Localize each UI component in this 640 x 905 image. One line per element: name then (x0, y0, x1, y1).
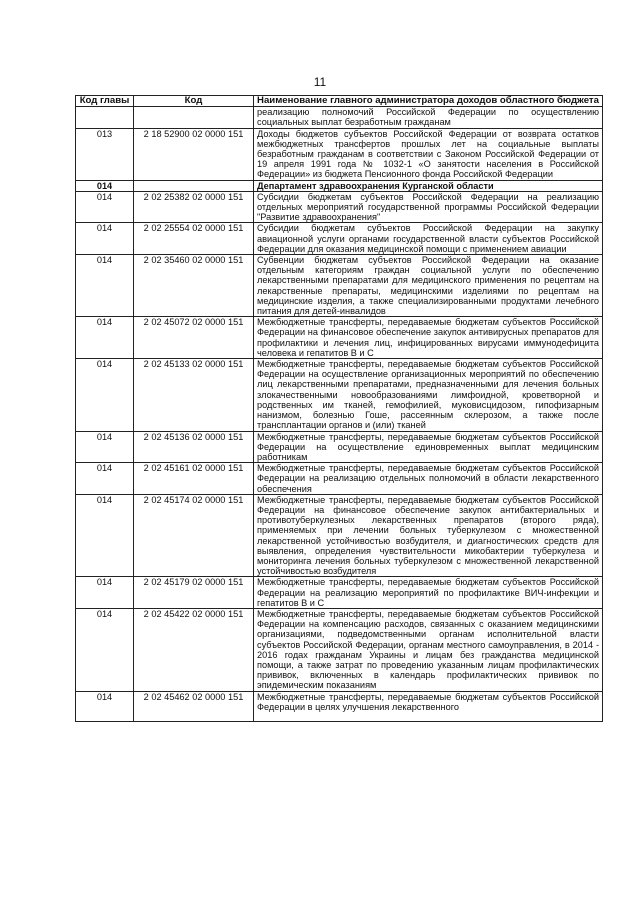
budget-code-cell: 2 02 25382 02 0000 151 (134, 191, 254, 223)
table-row (76, 317, 603, 359)
table-row (76, 691, 603, 721)
revenue-administrators-table (75, 95, 603, 722)
administrator-name-cell: Субсидии бюджетам субъектов Российской Федерации на закупку авиационной услуги органами государственной власти субъектов Российской Федерации для оказания медицинской помощи с применением авиации (254, 223, 603, 255)
chapter-code-cell: 014 (76, 608, 134, 691)
budget-code-cell: 2 02 35460 02 0000 151 (134, 255, 254, 317)
table-row (76, 359, 603, 431)
administrator-name-cell: Субвенции бюджетам субъектов Российской Федерации на оказание отдельным категориям граждан социальной услуги по обеспечению лекарственными препаратами для медицинского применения по рецептам на лекарственные препараты, медицинскими изделиями по рецептам на медицинские изделия, а также специализированными продуктами лечебного питания для детей-инвалидов (254, 255, 603, 317)
table-row (76, 255, 603, 317)
chapter-code-cell: 014 (76, 317, 134, 359)
chapter-code-cell (76, 107, 134, 128)
header-code: Код (134, 96, 254, 107)
chapter-code-cell: 014 (76, 191, 134, 223)
budget-code-cell: 2 02 45422 02 0000 151 (134, 608, 254, 691)
administrator-name-cell: Межбюджетные трансферты, передаваемые бюджетам субъектов Российской Федерации на компенсацию расходов, связанных с оказанием медицинскими организациями, подведомственными органам исполнительной власти субъектов Российской Федерации, органам местного самоуправления, в 2014 - 2016 годах гражданам Украины и лицам без гражданства медицинской помощи, а также затрат по проведению указанным лицам профилактических прививок, включенных в календарь профилактических прививок по эпидемическим показаниям (254, 608, 603, 691)
page-number: 11 (313, 75, 327, 89)
budget-code-cell: 2 02 25554 02 0000 151 (134, 223, 254, 255)
table-row (76, 608, 603, 691)
header-chapter-code: Код главы (76, 96, 134, 107)
budget-code-cell: 2 02 45136 02 0000 151 (134, 431, 254, 463)
budget-code-cell (134, 107, 254, 128)
administrator-name-cell: Межбюджетные трансферты, передаваемые бюджетам субъектов Российской Федерации на реализацию отдельных полномочий в области лекарственного обеспечения (254, 463, 603, 495)
budget-code-cell: 2 02 45462 02 0000 151 (134, 691, 254, 721)
table-row (76, 107, 603, 128)
table-row (76, 128, 603, 180)
administrator-name-cell: Межбюджетные трансферты, передаваемые бюджетам субъектов Российской Федерации на финансовое обеспечение закупок антивирусных препаратов для профилактики и лечения лиц, инфицированных вирусами иммунодефицита человека и гепатитов B и C (254, 317, 603, 359)
chapter-code-cell: 014 (76, 359, 134, 431)
table-row (76, 431, 603, 463)
administrator-name-cell: Субсидии бюджетам субъектов Российской Федерации на реализацию отдельных мероприятий государственной программы Российской Федерации "Развитие здравоохранения" (254, 191, 603, 223)
header-administrator-name: Наименование главного администратора доходов областного бюджета (254, 96, 603, 107)
table-row (76, 463, 603, 495)
chapter-code-cell: 014 (76, 463, 134, 495)
budget-code-cell: 2 02 45072 02 0000 151 (134, 317, 254, 359)
administrator-name-cell: реализацию полномочий Российской Федерации по осуществлению социальных выплат безработным гражданам (254, 107, 603, 128)
table-row (76, 191, 603, 223)
administrator-name-cell: Департамент здравоохранения Курганской области (254, 180, 603, 191)
chapter-code-cell: 013 (76, 128, 134, 180)
budget-code-cell: 2 02 45174 02 0000 151 (134, 494, 254, 577)
budget-code-cell (134, 180, 254, 191)
administrator-name-cell: Межбюджетные трансферты, передаваемые бюджетам субъектов Российской Федерации в целях улучшения лекарственного (254, 691, 603, 721)
chapter-code-cell: 014 (76, 255, 134, 317)
budget-code-cell: 2 02 45179 02 0000 151 (134, 577, 254, 609)
chapter-code-cell: 014 (76, 691, 134, 721)
budget-code-cell: 2 18 52900 02 0000 151 (134, 128, 254, 180)
budget-code-cell: 2 02 45161 02 0000 151 (134, 463, 254, 495)
table-section-row (76, 180, 603, 191)
chapter-code-cell: 014 (76, 223, 134, 255)
chapter-code-cell: 014 (76, 577, 134, 609)
table-row (76, 494, 603, 577)
administrator-name-cell: Межбюджетные трансферты, передаваемые бюджетам субъектов Российской Федерации на осуществление организационных мероприятий по обеспечению лиц лекарственными препаратами, предназначенными для лечения больных злокачественными новообразованиями лимфоидной, кроветворной и родственных им тканей, гемофилией, муковисцидозом, гипофизарным нанизмом, болезнью Гоше, рассеянным склерозом, а также после трансплантации органов и (или) тканей (254, 359, 603, 431)
chapter-code-cell: 014 (76, 431, 134, 463)
administrator-name-cell: Доходы бюджетов субъектов Российской Федерации от возврата остатков межбюджетных трансфертов прошлых лет на социальные выплаты безработным гражданам в соответствии с Законом Российской Федерации от 19 апреля 1991 года № 1032-1 «О занятости населения в Российской Федерации» из бюджета Пенсионного фонда Российской Федерации (254, 128, 603, 180)
table-header-row (76, 96, 603, 107)
chapter-code-cell: 014 (76, 494, 134, 577)
table-row (76, 223, 603, 255)
administrator-name-cell: Межбюджетные трансферты, передаваемые бюджетам субъектов Российской Федерации на реализацию мероприятий по профилактике ВИЧ-инфекции и гепатитов B и C (254, 577, 603, 609)
administrator-name-cell: Межбюджетные трансферты, передаваемые бюджетам субъектов Российской Федерации на финансовое обеспечение закупок антибактериальных и противотуберкулезных лекарственных препаратов (второго ряда), применяемых при лечении больных туберкулезом с множественной лекарственной устойчивостью возбудителя, и диагностических средств для выявления, определения чувствительности микобактерии туберкулеза и мониторинга лечения больных туберкулезом с множественной лекарственной устойчивостью возбудителя (254, 494, 603, 577)
administrator-name-cell: Межбюджетные трансферты, передаваемые бюджетам субъектов Российской Федерации на осуществление единовременных выплат медицинским работникам (254, 431, 603, 463)
chapter-code-cell: 014 (76, 180, 134, 191)
budget-code-cell: 2 02 45133 02 0000 151 (134, 359, 254, 431)
table-row (76, 577, 603, 609)
